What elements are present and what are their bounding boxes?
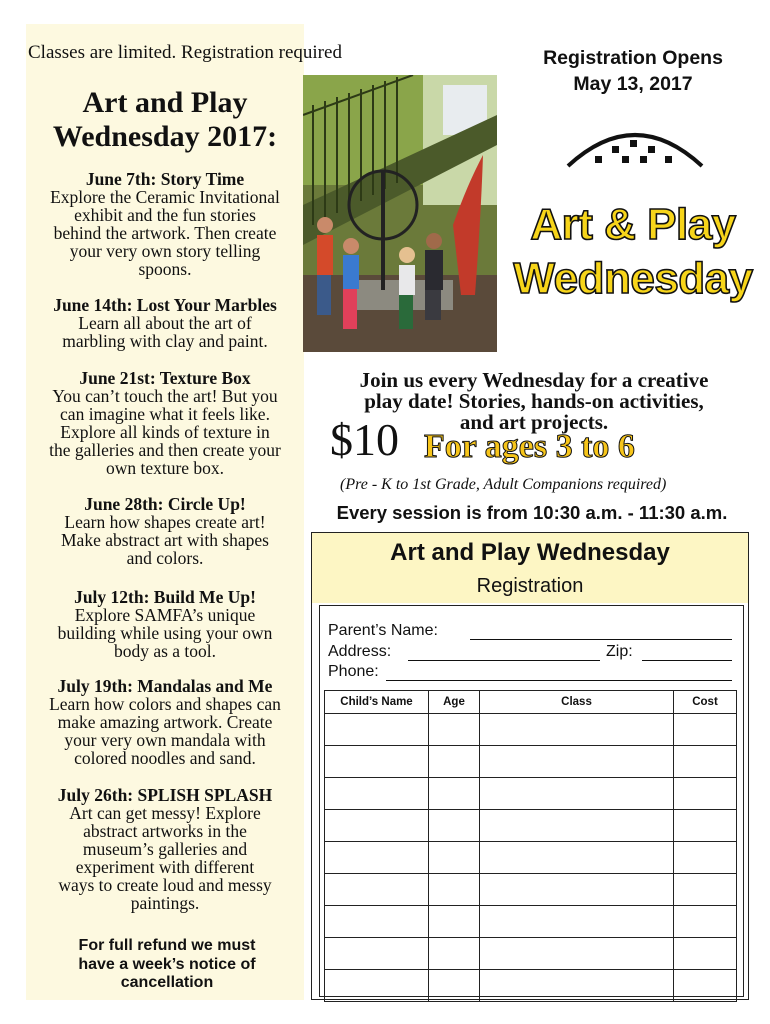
session-june-21: June 21st: Texture Box You can’t touch the art! But you can imagine what it feels like. Explore all kinds of texture in the galleries and then create your own texture box. [49, 368, 281, 478]
session-june-28: June 28th: Circle Up! Learn how shapes create art! Make abstract art with shapes and colors. [61, 494, 269, 568]
price: $10 [330, 414, 399, 465]
cost-cell[interactable] [674, 778, 737, 810]
child-name-cell[interactable] [325, 810, 429, 842]
age-cell[interactable] [429, 906, 480, 938]
age-cell[interactable] [429, 778, 480, 810]
museum-kids-photo [303, 75, 497, 352]
table-header-row [325, 691, 737, 714]
cost-cell[interactable] [674, 874, 737, 906]
table-row [325, 906, 737, 938]
child-name-cell[interactable] [325, 970, 429, 1002]
registration-form [311, 532, 749, 1000]
form-subtitle: Registration [476, 575, 584, 597]
column-header-childs-name: Child’s Name [325, 691, 429, 714]
refund-policy: For full refund we must have a week’s notice of cancellation [78, 937, 256, 991]
age-cell[interactable] [429, 714, 480, 746]
page-title: Art and Play Wednesday 2017: [52, 86, 278, 153]
cost-cell[interactable] [674, 746, 737, 778]
table-row [325, 842, 737, 874]
parent-name-label: Parent’s Name: [328, 622, 438, 639]
form-header [312, 533, 748, 603]
table-row [325, 874, 737, 906]
child-name-cell[interactable] [325, 714, 429, 746]
parent-name-field[interactable] [470, 639, 732, 640]
child-name-cell[interactable] [325, 778, 429, 810]
session-june-7: June 7th: Story Time Explore the Ceramic Invitational exhibit and the fun stories behind the artwork. Then create your very own story telling spoons. [50, 169, 280, 279]
age-range: For ages 3 to 6 [424, 428, 635, 465]
session-july-19: July 19th: Mandalas and Me Learn how colors and shapes can make amazing artwork. Create your very own mandala with colored noodles and sand. [49, 676, 281, 768]
child-name-cell[interactable] [325, 906, 429, 938]
table-body [325, 714, 737, 1002]
brand-wordmark: Art & Play Wednesday [513, 200, 753, 303]
phone-label: Phone: [328, 663, 379, 680]
age-cell[interactable] [429, 970, 480, 1002]
child-name-cell[interactable] [325, 842, 429, 874]
cost-cell[interactable] [674, 714, 737, 746]
class-cell[interactable] [480, 714, 674, 746]
cost-cell[interactable] [674, 970, 737, 1002]
address-label: Address: [328, 643, 392, 660]
class-cell[interactable] [480, 810, 674, 842]
session-june-14: June 14th: Lost Your Marbles Learn all about the art of marbling with clay and paint. [53, 295, 277, 351]
session-july-12: July 12th: Build Me Up! Explore SAMFA’s unique building while using your own body as a tool. [57, 587, 273, 661]
cost-cell[interactable] [674, 906, 737, 938]
registration-opens-date: Registration Opens May 13, 2017 [543, 47, 723, 95]
zip-label: Zip: [606, 643, 633, 660]
address-field[interactable] [408, 660, 600, 661]
column-header-class: Class [480, 691, 674, 714]
table-row [325, 714, 737, 746]
class-cell[interactable] [480, 906, 674, 938]
table-row [325, 778, 737, 810]
child-name-cell[interactable] [325, 874, 429, 906]
invitation-text: Join us every Wednesday for a creative play date! Stories, hands-on activities, and art projects. [359, 368, 709, 434]
session-july-26: July 26th: SPLISH SPLASH Art can get messy! Explore abstract artworks in the museum’s galleries and experiment with different ways to create loud and messy paintings. [57, 785, 273, 913]
child-name-cell[interactable] [325, 746, 429, 778]
class-cell[interactable] [480, 874, 674, 906]
class-cell[interactable] [480, 938, 674, 970]
table-row [325, 746, 737, 778]
photo-illustration [303, 75, 497, 352]
session-time: Every session is from 10:30 a.m. - 11:30 a.m. [336, 502, 728, 523]
age-cell[interactable] [429, 810, 480, 842]
registration-required-note: Classes are limited. Registration required [28, 42, 342, 63]
cost-cell[interactable] [674, 938, 737, 970]
table-row [325, 970, 737, 1002]
cost-cell[interactable] [674, 810, 737, 842]
column-header-age: Age [429, 691, 480, 714]
age-cell[interactable] [429, 874, 480, 906]
age-cell[interactable] [429, 938, 480, 970]
phone-field[interactable] [386, 680, 732, 681]
form-fields [319, 605, 744, 997]
class-cell[interactable] [480, 842, 674, 874]
table-row [325, 938, 737, 970]
age-cell[interactable] [429, 842, 480, 874]
class-cell[interactable] [480, 746, 674, 778]
form-title: Art and Play Wednesday [390, 539, 670, 566]
age-cell[interactable] [429, 746, 480, 778]
class-cell[interactable] [480, 778, 674, 810]
museum-logo-icon [560, 118, 710, 173]
table-row [325, 810, 737, 842]
children-registration-table [324, 690, 737, 1002]
grade-note: (Pre - K to 1st Grade, Adult Companions required) [340, 476, 667, 493]
zip-field[interactable] [642, 660, 732, 661]
child-name-cell[interactable] [325, 938, 429, 970]
column-header-cost: Cost [674, 691, 737, 714]
class-cell[interactable] [480, 970, 674, 1002]
cost-cell[interactable] [674, 842, 737, 874]
